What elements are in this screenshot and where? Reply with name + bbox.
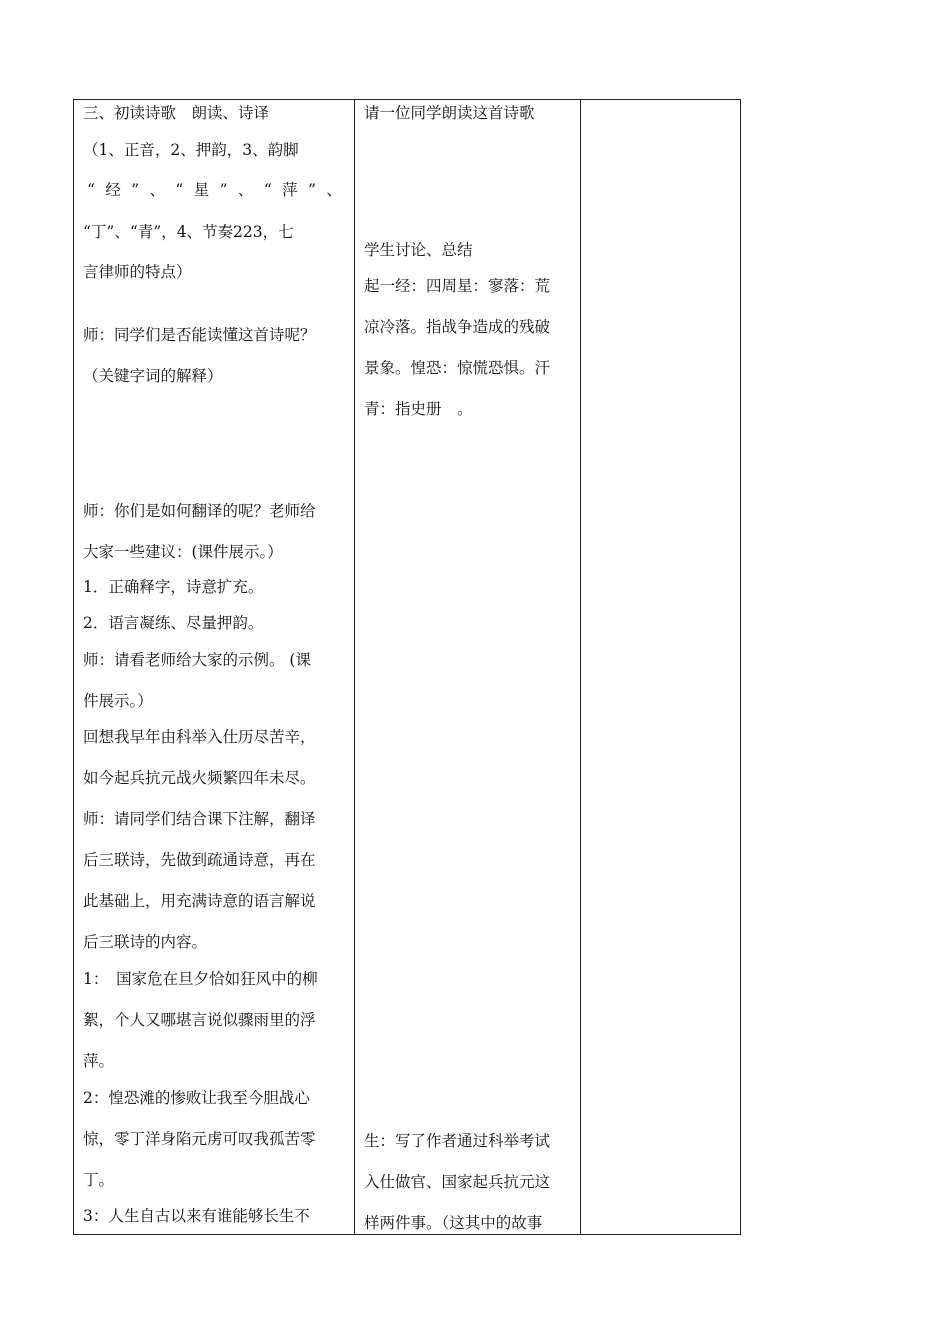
rhyme-line: “丁”、“青”，4、节奏223，七 (83, 223, 294, 241)
tip-item: 2．语言凝练、尽量押韵。 (83, 614, 264, 632)
rhyme-char: “ (263, 181, 272, 199)
student-answer: 生：写了作者通过科举考试 (364, 1132, 551, 1150)
sample-translation: 回想我早年由科举入仕历尽苦辛， (83, 728, 316, 746)
translation-item: 惊，零丁洋身陷元虏可叹我孤苦零 (83, 1130, 316, 1148)
translation-item: 1： 国家危在旦夕恰如狂风中的柳 (83, 970, 318, 988)
tip-item: 1．正确释字，诗意扩充。 (83, 578, 264, 596)
sample-translation: 如今起兵抗元战火频繁四年未尽。 (83, 769, 316, 787)
section-heading: 三、初读诗歌 朗读、诗译 (83, 104, 270, 122)
word-notes: 凉冷落。指战争造成的残破 (364, 318, 551, 336)
word-notes: 景象。惶恐：惊慌恐惧。汗 (364, 359, 551, 377)
teacher-question: （关键字词的解释） (83, 367, 223, 385)
rhyme-char: 、 (326, 181, 342, 199)
teacher-question: 师：你们是如何翻译的呢？老师给 (83, 502, 316, 520)
translation-item: 3：人生自古以来有谁能够长生不 (83, 1207, 310, 1225)
teacher-task: 师：请同学们结合课下注解，翻译 (83, 810, 316, 828)
teacher-task: 后三联诗的内容。 (83, 933, 208, 951)
teacher-question: 师：同学们是否能读懂这首诗呢？ (83, 326, 316, 344)
rhyme-line (87, 180, 342, 200)
translation-item: 丁。 (83, 1171, 115, 1189)
teacher-question: 大家一些建议：(课件展示。） (83, 543, 283, 561)
teacher-task: 此基础上，用充满诗意的语言解说 (83, 892, 316, 910)
lesson-table (73, 99, 741, 1235)
translation-item: 絮，个人又哪堪言说似骤雨里的浮 (83, 1011, 316, 1029)
teacher-prompt: 师：请看老师给大家的示例。 (课 (83, 651, 311, 669)
teacher-prompt: 件展示。） (83, 692, 153, 710)
rhyme-line: （1、正音，2、押韵，3、韵脚 (83, 141, 299, 159)
translation-item: 2：惶恐滩的惨败让我至今胆战心 (83, 1089, 310, 1107)
rhyme-char: ” (308, 181, 316, 199)
rhyme-char: ” (219, 181, 228, 199)
rhyme-char: ” (131, 181, 140, 199)
activity-text: 学生讨论、总结 (364, 241, 473, 259)
word-notes: 青：指史册 。 (364, 400, 473, 418)
rhyme-line: 言律师的特点） (83, 263, 192, 281)
student-answer: 入仕做官、国家起兵抗元这 (364, 1173, 551, 1191)
rhyme-char: 、 (237, 181, 254, 199)
rhyme-char: 星 (193, 181, 210, 199)
rhyme-char: “ (175, 181, 184, 199)
word-notes: 起一经：四周星：寥落：荒 (364, 277, 551, 295)
rhyme-char: 萍 (282, 181, 298, 199)
notes-column (581, 100, 741, 1234)
rhyme-char: 经 (105, 181, 121, 199)
teacher-task: 后三联诗，先做到疏通诗意，再在 (83, 851, 316, 869)
column-divider (354, 100, 355, 1234)
rhyme-char: 、 (149, 181, 166, 199)
rhyme-char: “ (87, 181, 95, 199)
activity-text: 请一位同学朗读这首诗歌 (364, 104, 535, 122)
student-answer: 样两件事。（这其中的故事 (364, 1214, 543, 1232)
translation-item: 萍。 (83, 1052, 115, 1070)
